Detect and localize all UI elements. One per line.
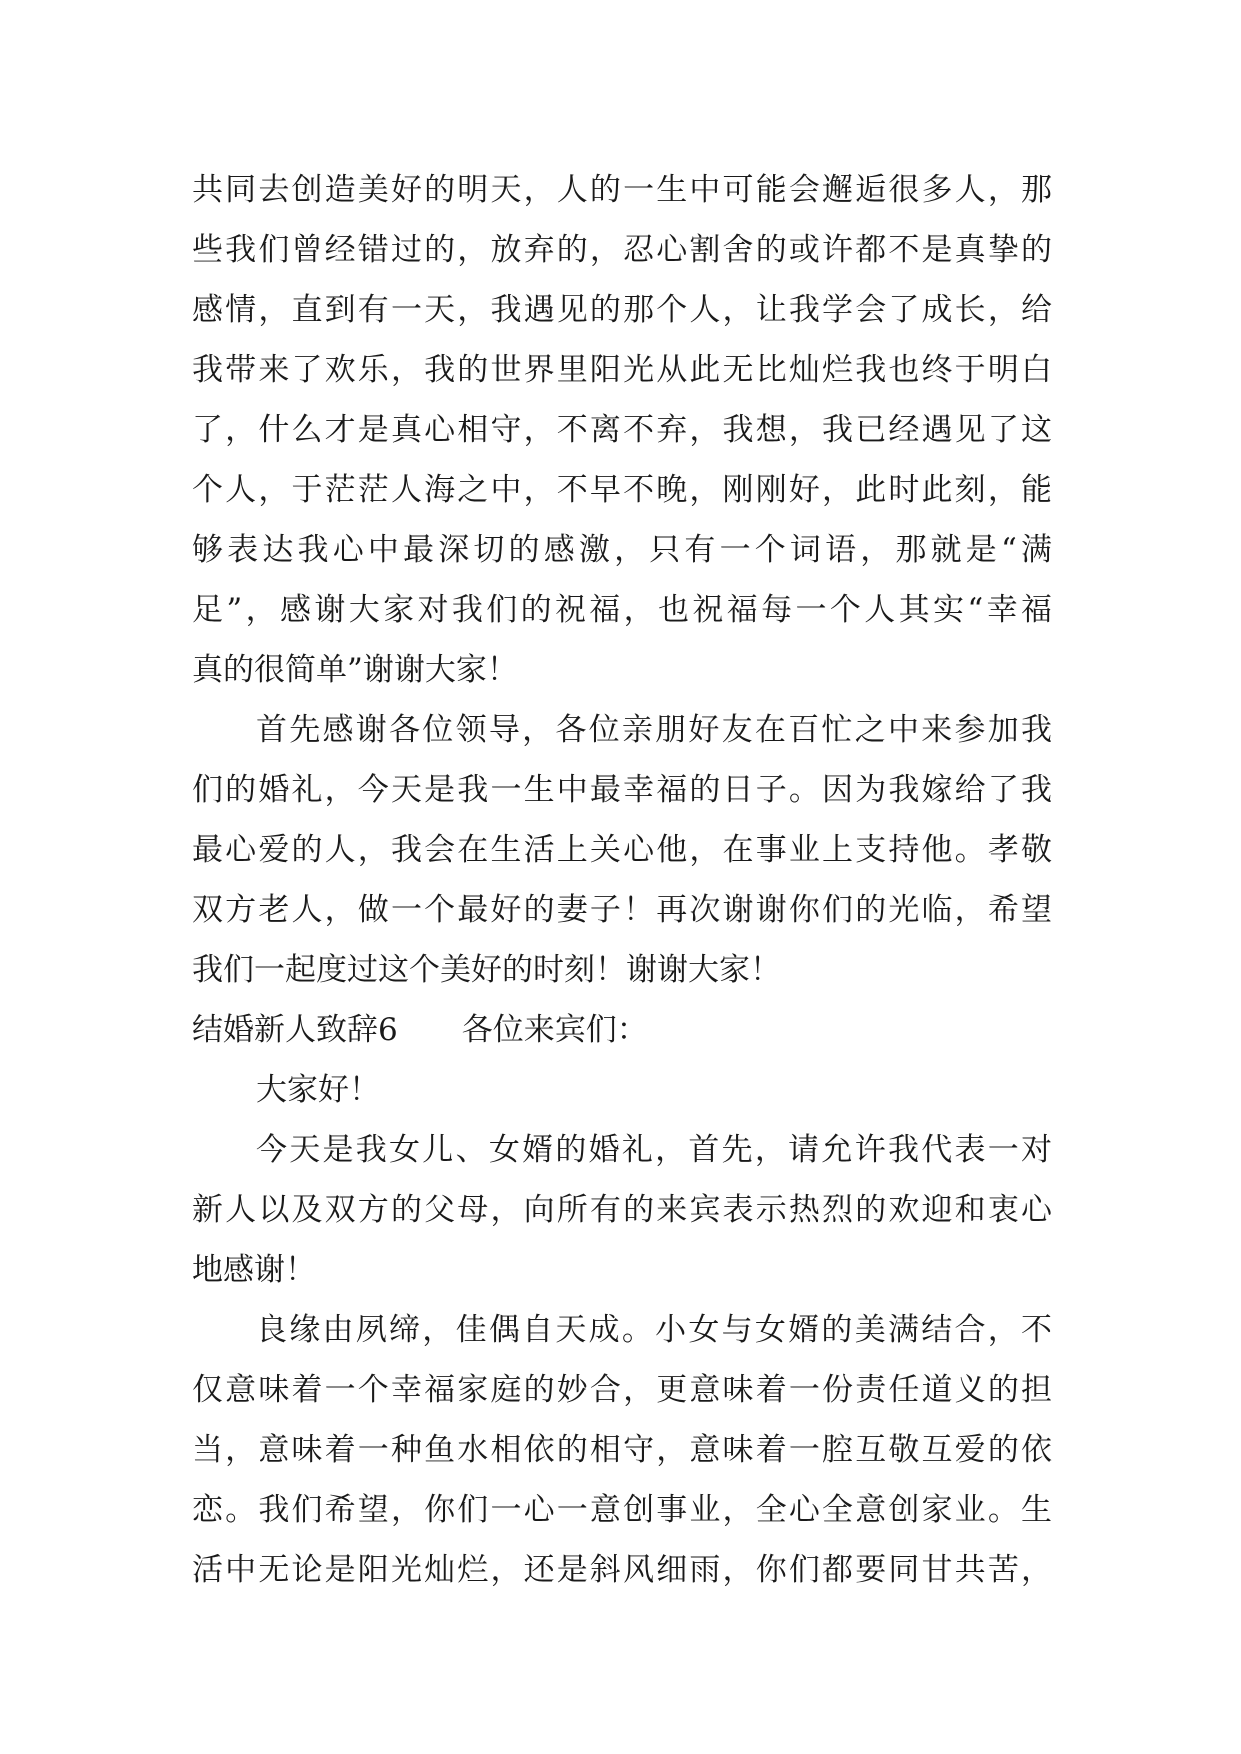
document-body [192,160,1052,1600]
text-line: 足”，感谢大家对我们的祝福，也祝福每一个人其实“幸福 [192,592,1052,628]
salutation: 各位来宾们： [461,1012,648,1048]
paragraph-2 [192,700,1052,1000]
text-line: 仅意味着一个幸福家庭的妙合，更意味着一份责任道义的担 [192,1372,1052,1408]
text-line: 我带来了欢乐，我的世界里阳光从此无比灿烂我也终于明白 [192,352,1052,388]
text-line: 够表达我心中最深切的感激，只有一个词语，那就是“满 [192,532,1052,568]
text-line: 们的婚礼，今天是我一生中最幸福的日子。因为我嫁给了我 [192,772,1052,808]
text-line: 双方老人，做一个最好的妻子！再次谢谢你们的光临，希望 [192,892,1052,928]
text-line: 了，什么才是真心相守，不离不弃，我想，我已经遇见了这 [192,412,1052,448]
greeting: 大家好！ [256,1072,380,1108]
text-line: 最心爱的人，我会在生活上关心他，在事业上支持他。孝敬 [192,832,1052,868]
section-heading [192,1000,1052,1060]
text-line: 感情，直到有一天，我遇见的那个人，让我学会了成长，给 [192,292,1052,328]
text-line: 良缘由夙缔，佳偶自天成。小女与女婿的美满结合，不 [256,1312,1052,1348]
text-line: 恋。我们希望，你们一心一意创事业，全心全意创家业。生 [192,1492,1052,1528]
text-line: 活中无论是阳光灿烂，还是斜风细雨，你们都要同甘共苦， [192,1552,1052,1588]
text-line: 些我们曾经错过的，放弃的，忍心割舍的或许都不是真挚的 [192,232,1052,268]
paragraph-3 [192,1120,1052,1300]
text-line: 新人以及双方的父母，向所有的来宾表示热烈的欢迎和衷心 [192,1192,1052,1228]
section-title: 结婚新人致辞6 [192,1012,398,1048]
paragraph-1 [192,160,1052,700]
text-line: 我们一起度过这个美好的时刻！谢谢大家！ [192,952,781,988]
text-line: 真的很简单”谢谢大家！ [192,652,518,688]
text-line: 个人，于茫茫人海之中，不早不晚，刚刚好，此时此刻，能 [192,472,1052,508]
paragraph-4 [192,1300,1052,1600]
text-line: 今天是我女儿、女婿的婚礼，首先，请允许我代表一对 [256,1132,1052,1168]
text-line: 地感谢！ [192,1252,316,1288]
text-line: 首先感谢各位领导，各位亲朋好友在百忙之中来参加我 [256,712,1052,748]
text-line: 共同去创造美好的明天，人的一生中可能会邂逅很多人，那 [192,172,1052,208]
text-line: 当，意味着一种鱼水相依的相守，意味着一腔互敬互爱的依 [192,1432,1052,1468]
